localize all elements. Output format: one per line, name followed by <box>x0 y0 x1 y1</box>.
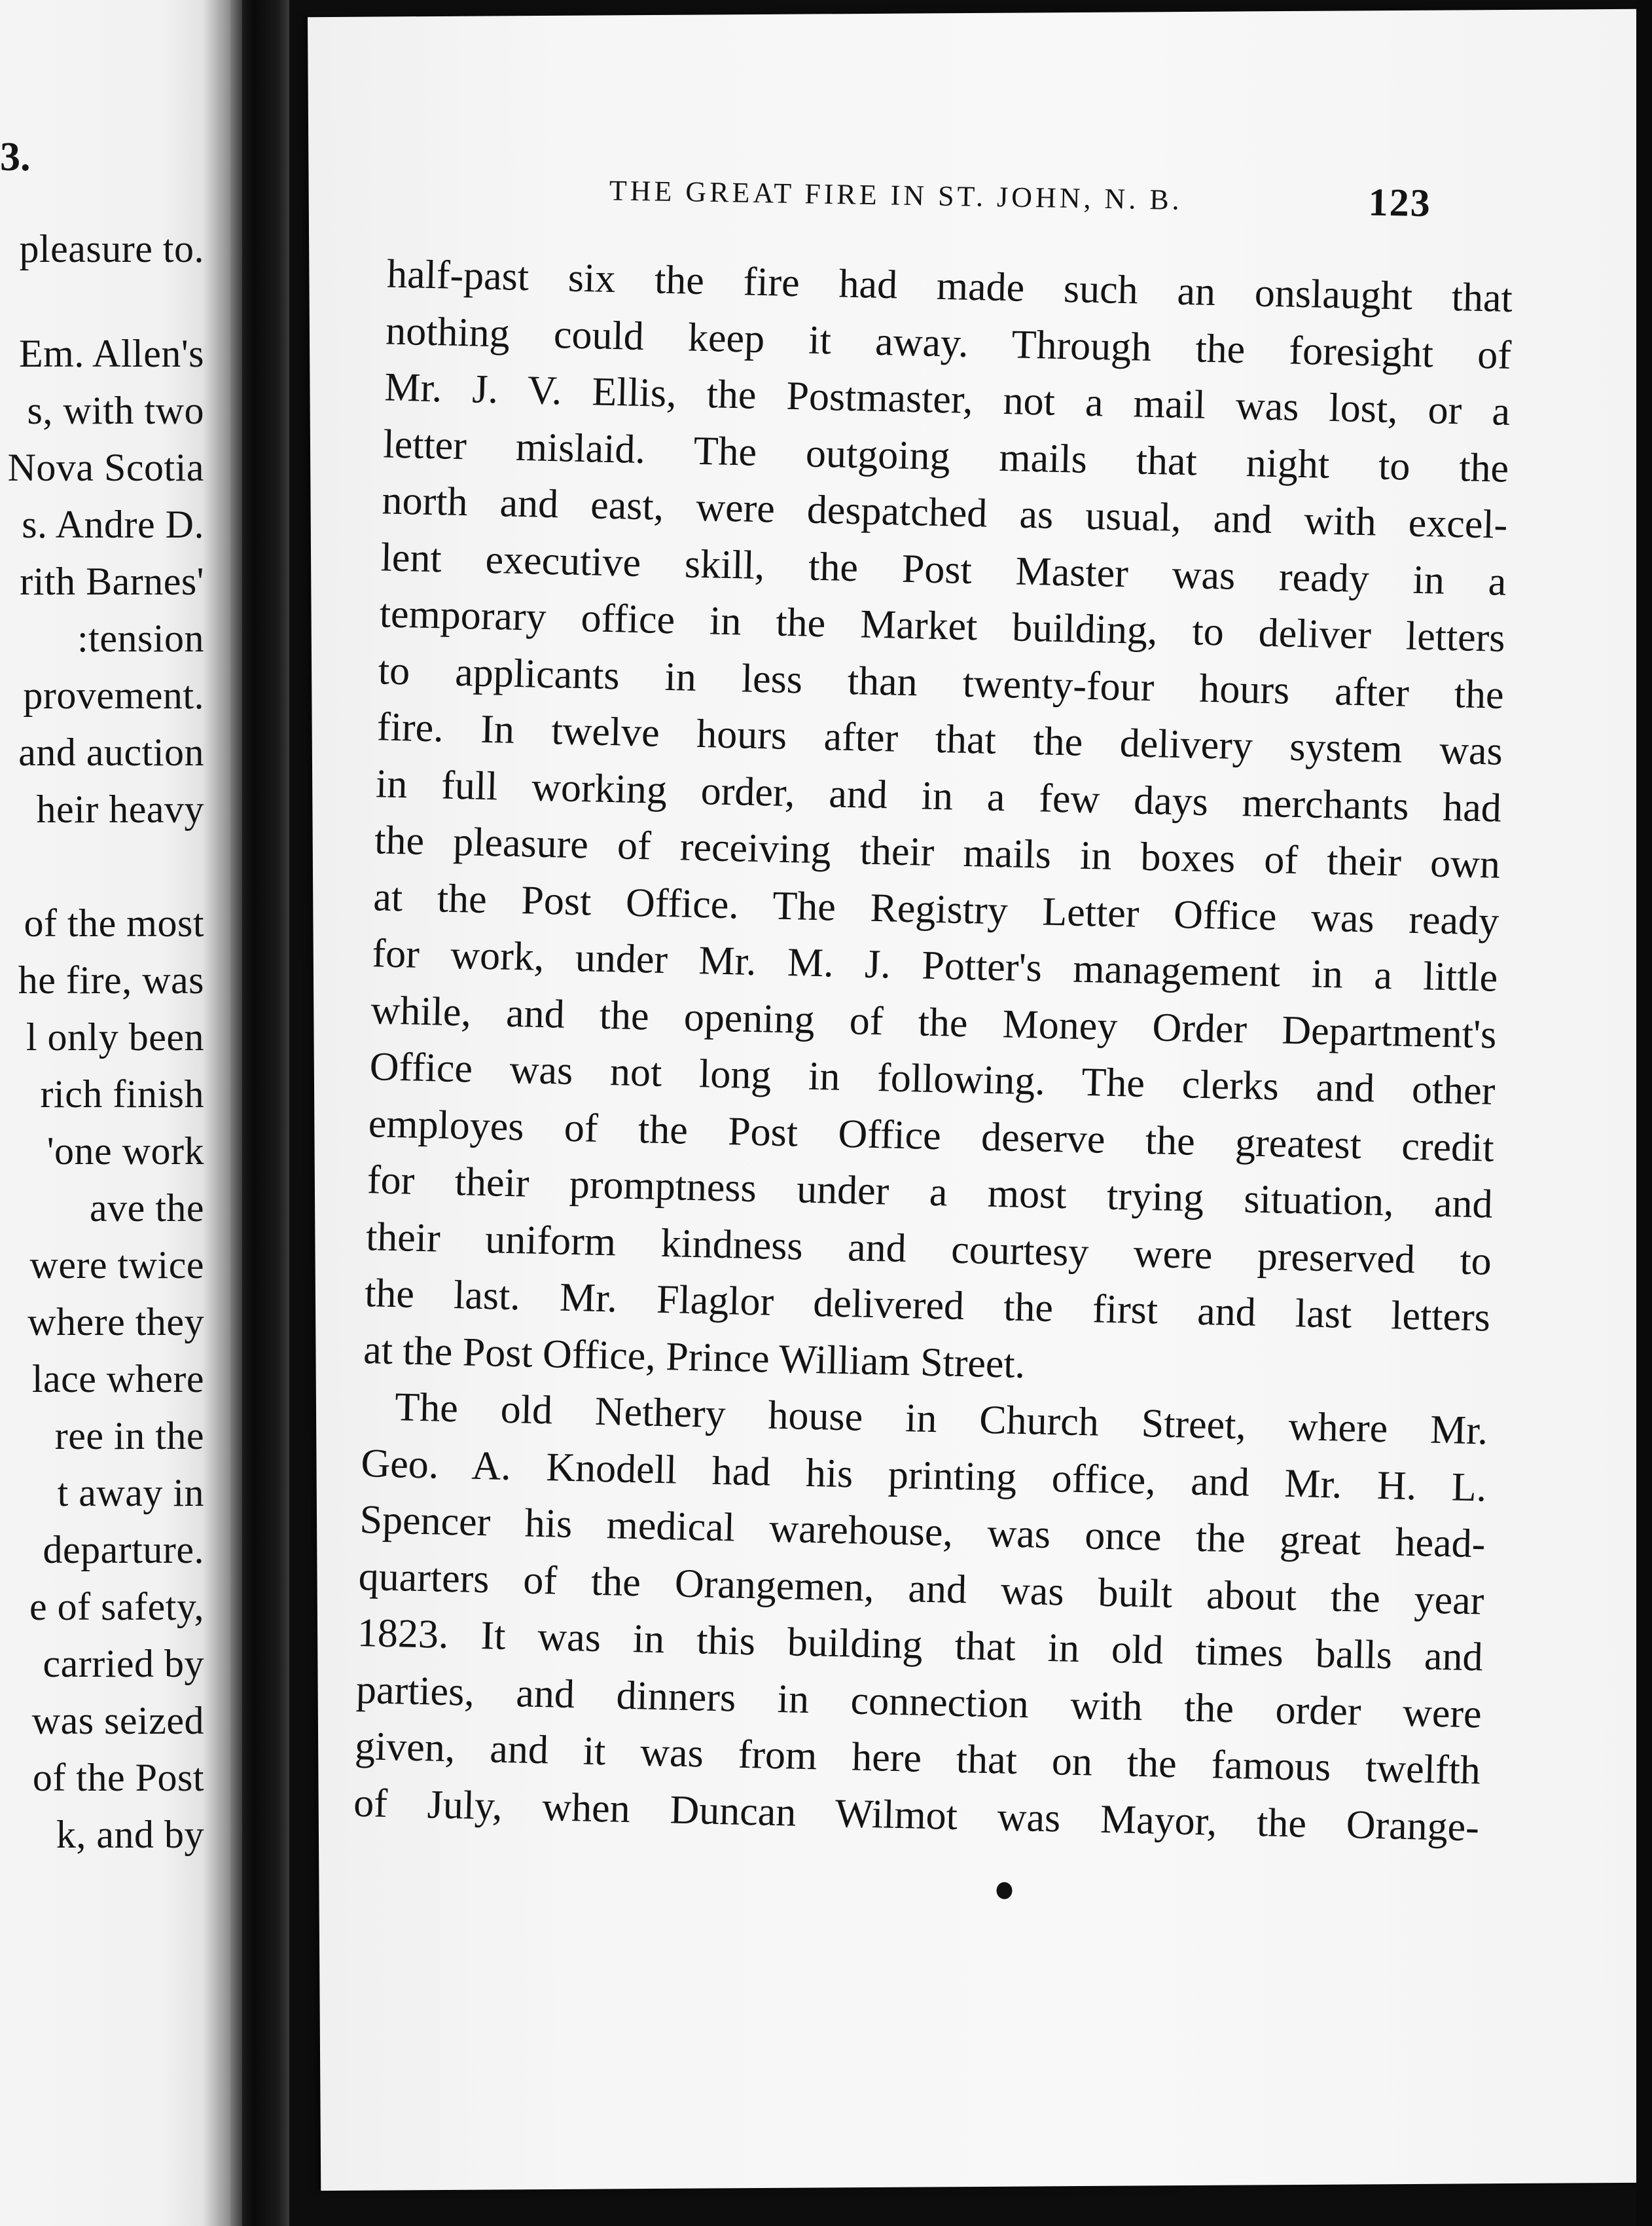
facing-page-line: carried by <box>43 1642 204 1685</box>
book-gutter <box>230 0 289 2226</box>
facing-page-line: k, and by <box>56 1813 204 1856</box>
facing-page-line: were twice <box>29 1243 204 1286</box>
facing-page-line: s. Andre D. <box>22 503 204 546</box>
text-line: employes of the Post Office deserve the greatest credit <box>368 1101 1495 1171</box>
page-edge-shadow <box>1636 0 1652 2226</box>
facing-page-line: of the most <box>24 902 204 945</box>
facing-page-line: t away in <box>57 1471 204 1514</box>
facing-page-line: of the Post <box>32 1756 204 1799</box>
facing-page-line: and auction <box>18 731 204 774</box>
facing-page-line: provement. <box>23 674 204 717</box>
facing-page-line: where they <box>27 1300 204 1343</box>
text-line: nothing could keep it away. Through the foresight of <box>385 308 1512 378</box>
book-page <box>308 9 1649 2191</box>
facing-page-line: rich finish <box>40 1072 204 1116</box>
facing-page-line: he fire, was <box>18 958 204 1002</box>
facing-page-line: lace where <box>31 1357 204 1400</box>
text-line: Geo. A. Knodell had his printing office, and Mr. H. L. <box>360 1440 1487 1510</box>
text-line: temporary office in the Market building, to deliver letters <box>379 591 1506 661</box>
facing-page-line: departure. <box>43 1528 204 1571</box>
text-line: given, and it was from here that on the famous twelfth <box>354 1723 1481 1793</box>
text-line: quarters of the Orangemen, and was built about the year <box>358 1554 1485 1623</box>
text-line: parties, and dinners in connection with the order were <box>355 1667 1482 1736</box>
page-number: 123 <box>1368 180 1432 225</box>
facing-page-fragment <box>0 0 230 2226</box>
text-line: Spencer his medical warehouse, was once the great head- <box>359 1497 1486 1567</box>
facing-page-line: Nova Scotia <box>7 446 204 489</box>
text-line: at the Post Office. The Registry Letter Office was ready <box>372 874 1499 944</box>
text-line: fire. In twelve hours after that the delivery system was <box>376 704 1503 774</box>
text-line: for their promptness under a most trying situation, and <box>367 1158 1494 1227</box>
page-body-text <box>353 246 1513 1855</box>
facing-page-mark: 3. <box>0 135 31 179</box>
facing-page-line: was seized <box>31 1699 204 1742</box>
facing-page-line: Em. Allen's <box>19 332 204 375</box>
facing-page-line: s, with two <box>27 389 204 432</box>
facing-page-line: rith Barnes' <box>20 560 204 603</box>
text-line: 1823. It was in this building that in old times balls and <box>357 1610 1484 1680</box>
paragraph-start-line: The old Nethery house in Church Street, where Mr. <box>394 1385 1488 1453</box>
text-line: while, and the opening of the Money Order Department's <box>370 987 1498 1057</box>
text-line: lent executive skill, the Post Master was ready in a <box>380 534 1507 604</box>
text-line: of July, when Duncan Wilmot was Mayor, the Orange- <box>353 1780 1480 1850</box>
facing-page-line: e of safety, <box>29 1585 204 1628</box>
ink-spot <box>996 1882 1012 1899</box>
text-line: the pleasure of receiving their mails in boxes of their own <box>374 818 1501 887</box>
text-line: to applicants in less than twenty-four hours after the <box>378 648 1505 718</box>
text-line: in full working order, and in a few days merchants had <box>375 761 1502 831</box>
text-line: Office was not long in following. The clerks and other <box>369 1044 1496 1114</box>
facing-page-line: :tension <box>77 617 204 660</box>
running-head <box>609 167 1591 225</box>
text-line: at the Post Office, Prince William Street. <box>363 1327 1026 1387</box>
text-line: north and east, were despatched as usual, and with excel- <box>381 478 1509 547</box>
facing-page-line: l only been <box>26 1015 204 1059</box>
text-line: the last. Mr. Flaglor delivered the first and last letters <box>364 1271 1491 1340</box>
facing-page-line: heir heavy <box>36 788 204 831</box>
text-line: for work, under Mr. M. J. Potter's management in a little <box>371 931 1498 1000</box>
text-line: letter mislaid. The outgoing mails that night to the <box>382 421 1509 491</box>
gutter-shadow <box>230 0 242 2226</box>
facing-page-line: ave the <box>89 1186 204 1230</box>
text-line: Mr. J. V. Ellis, the Postmaster, not a mail was lost, or a <box>384 365 1511 434</box>
text-line: their uniform kindness and courtesy were preserved to <box>365 1214 1492 1284</box>
facing-page-line: 'one work <box>46 1129 204 1173</box>
facing-page-line: ree in the <box>54 1414 204 1457</box>
text-line: half-past six the fire had made such an onslaught that <box>386 251 1513 321</box>
facing-page-line: pleasure to. <box>19 227 204 270</box>
running-head-title: THE GREAT FIRE IN ST. JOHN, N. B. <box>609 174 1183 216</box>
